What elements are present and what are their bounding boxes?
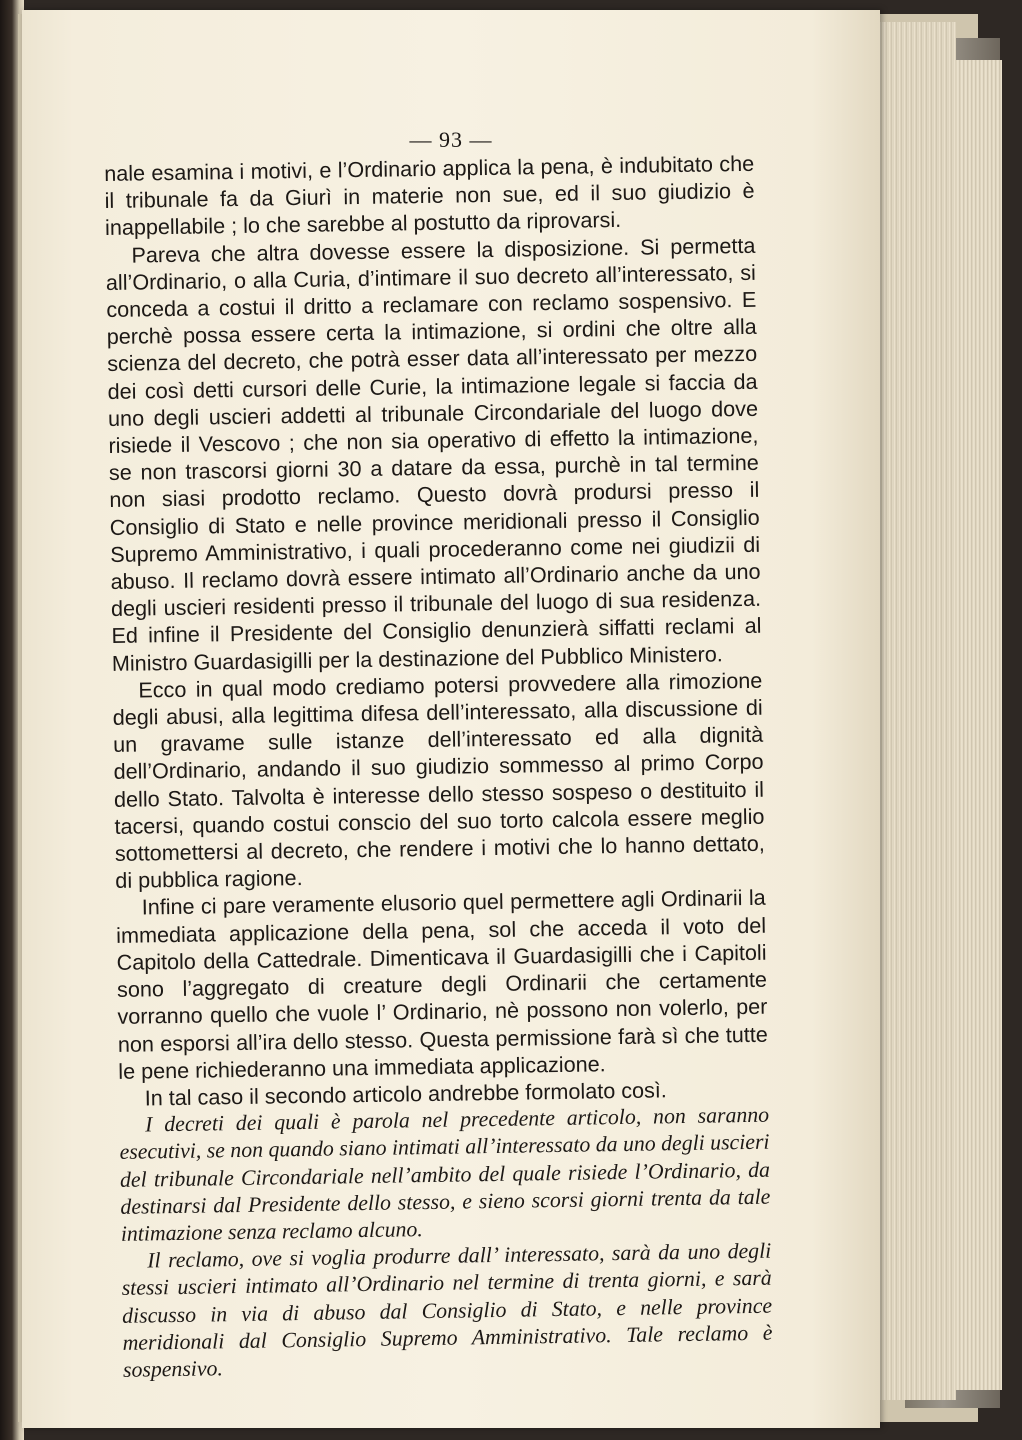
paragraph-3: Ecco in qual modo crediamo potersi provvedere alla rimozione degli abusi, alla legittima difesa dell’interessato, alla discussione di un gravame sulle istanze dell’interessato ed alla dignità dell’Ordinario, andando il suo giudizio sommesso al primo Corpo dello Stato. Talvolta è interesse dello stesso sospeso o destituito il tacersi, quando costui conscio del suo torto calcola essere meglio sottomettersi al decreto, che rendere i motivi che lo hanno dettato, di pubblica ragione.: [112, 667, 766, 894]
article-text-2: Il reclamo, ove si voglia produrre dall’ interessato, sarà da uno degli stessi uscieri intimato all’Ordinario nel termine di trenta giorni, e sarà discusso in via di abuso dal Consiglio di Stato, e nelle province meridionali dal Consiglio Supremo Amministrativo. Tale reclamo è sospensivo.: [121, 1238, 773, 1382]
paragraph-4: Infine ci pare veramente elusorio quel permettere agli Ordinarii la immediata applicazione della pena, sol che acceda il voto del Capitolo della Cattedrale. Dimenticava il Guardasigilli che i Capitoli sono l’aggregato di creature degli Ordinarii che certamente vorranno quello che vuole l’ Ordinario, nè possono non volerlo, per non esporsi all’ira dello stesso. Questa permissione farà sì che tutte le pene richiederanno una immediata applicazione.: [115, 885, 769, 1084]
paragraph-5: In tal caso il secondo articolo andrebbe formolato così.: [144, 1077, 668, 1111]
page-number: — 93 —: [409, 127, 493, 152]
book-page: [22, 10, 880, 1428]
body-text: [104, 150, 773, 1384]
paragraph-2: Pareva che altra dovesse essere la disposizione. Si permetta all’Ordinario, o alla Curia, d’intimare il suo decreto all’interessato, si conceda a costui il dritto a reclamare con reclamo sospensivo. E perchè possa essere certa la intimazione, si ordini che oltre alla scienza del decreto, che potrà esser data all’interessato per mezzo dei così detti cursori delle Curie, la intimazione legale si faccia da uno degli uscieri addetti al tribunale Circondariale del luogo dove risiede il Vescovo ; che non sia operativo di effetto la intimazione, se non trascorsi giorni 30 a datare da essa, purchè in tal termine non siasi prodotto reclamo. Questo dovrà prodursi presso il Consiglio di Stato e nelle province meridionali presso il Consiglio Supremo Amministrativo, i quali procederanno come nei giudizii di abuso. Il reclamo dovrà essere intimato all’Ordinario anche da uno degli uscieri residenti presso il tribunale del luogo di sua residenza. Ed infine il Presidente del Consiglio denunzierà siffatti reclami al Ministro Guardasigilli per la destinazione del Pubblico Ministero.: [105, 232, 762, 676]
article-text-1: I decreti dei quali è parola nel precedente articolo, non saranno esecutivi, se non quando siano intimati all’interessato da uno degli uscieri del tribunale Circondariale nell’ambito del quale risiede l’Ordinario, da destinarsi dal Presidente dello stesso, e sieno scorsi giorni trenta da tale intimazione senza reclamo alcuno.: [119, 1102, 771, 1246]
paragraph-1: nale esamina i motivi, e l’Ordinario applica la pena, è indubitato che il tribunale fa da Giurì in materie non sue, ed il suo giudizio è inappellabile ; lo che sarebbe al postutto da riprovarsi.: [104, 150, 755, 241]
page-block-edge: [952, 60, 1002, 1390]
page-stack-edge: [878, 22, 956, 1400]
